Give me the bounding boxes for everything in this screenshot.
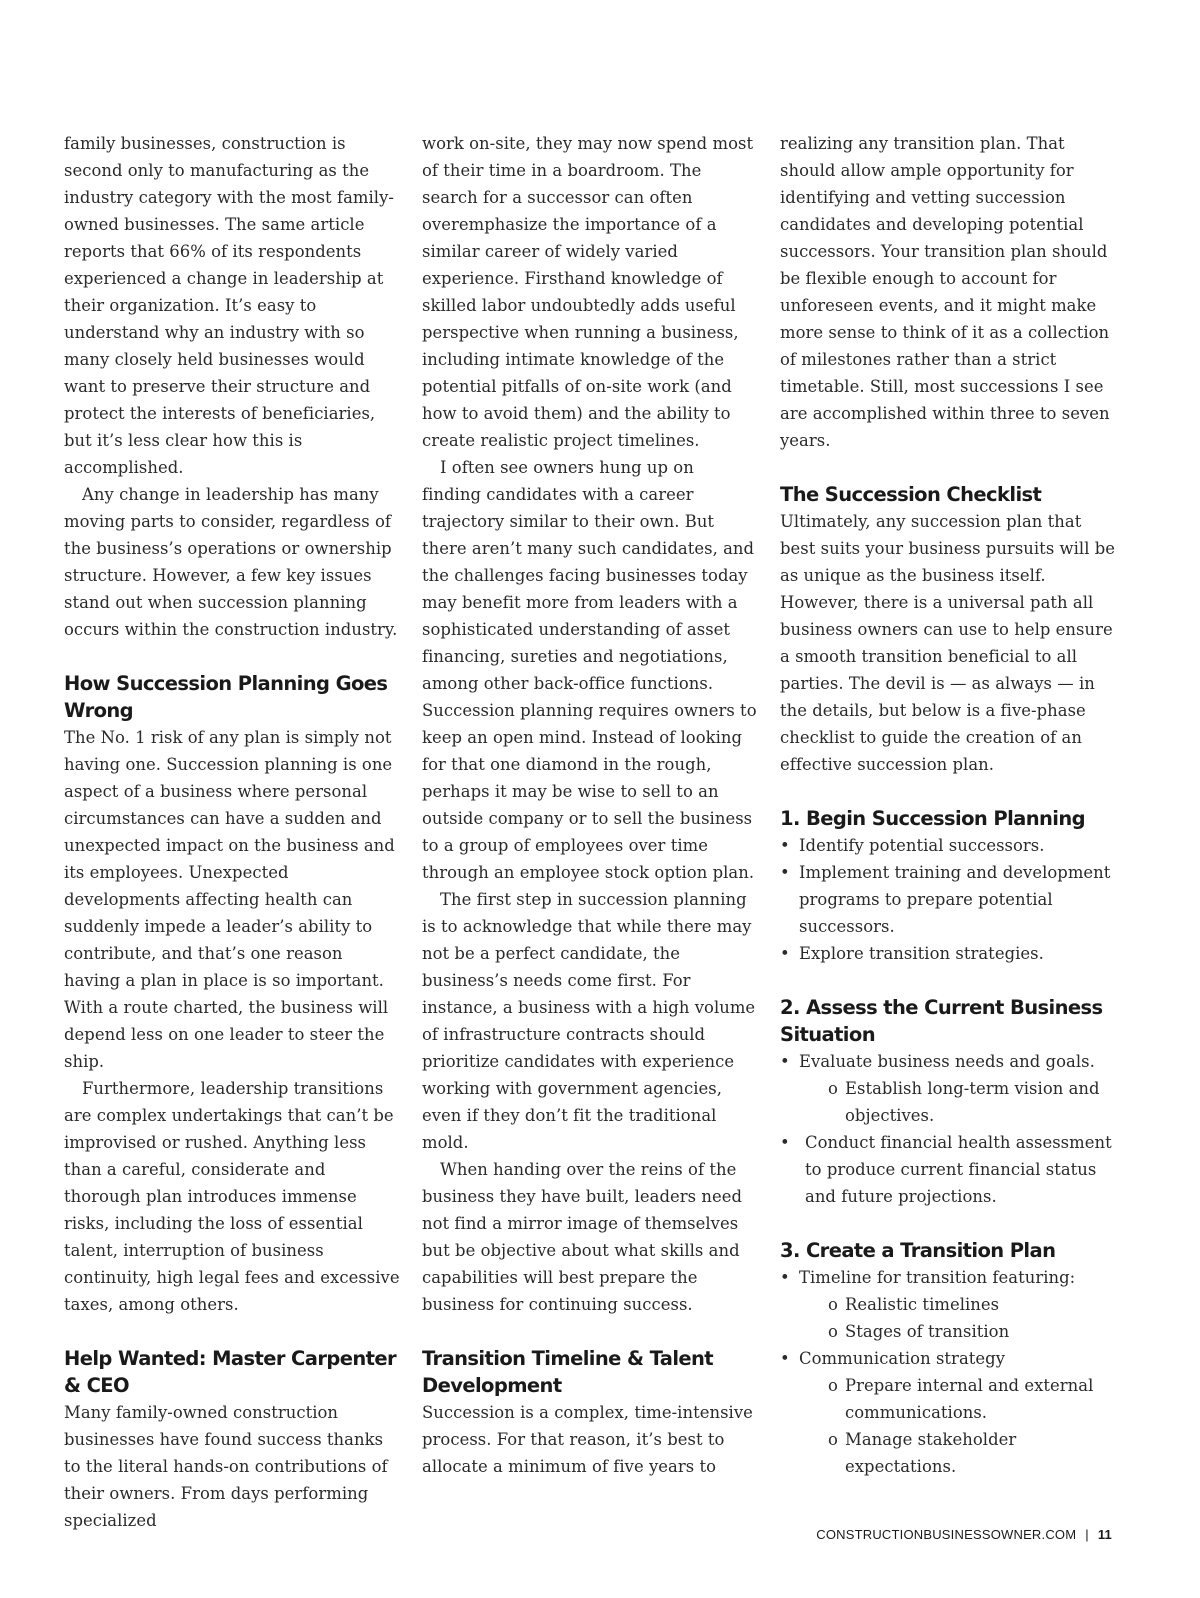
section-heading: Transition Timeline & Talent Development: [422, 1347, 714, 1397]
paragraph: The first step in succession planning is to acknowledge that while there may not be a perfect candidate, the business’s needs come first. For instance, a business with a high volume of infrastructure contracts should prioritize candidates with experience working with government agencies, even if they don’t fit the traditional mold.: [422, 890, 756, 1152]
page-number: 11: [1097, 1527, 1112, 1542]
section-heading: How Succession Planning Goes Wrong: [64, 672, 388, 722]
sub-list-item: o Manage stakeholder expectations.: [780, 1426, 1120, 1480]
paragraph: Any change in leadership has many moving parts to consider, regardless of the business’s operations or ownership structure. However, a few key issues stand out when succession planning occurs within the construction industry.: [64, 485, 398, 639]
list-item: • Identify potential successors.: [780, 832, 1120, 859]
section-heading: Help Wanted: Master Carpenter & CEO: [64, 1347, 396, 1397]
list-item: • Timeline for transition featuring:: [780, 1264, 1120, 1291]
sub-list-item: o Stages of transition: [780, 1318, 1120, 1345]
sub-list-item: o Prepare internal and external communications.: [780, 1372, 1120, 1426]
paragraph: Many family-owned construction businesses have found success thanks to the literal hands-on contributions of their owners. From days performing specialized: [64, 1403, 388, 1530]
paragraph: family businesses, construction is second only to manufacturing as the industry category with the most family-owned businesses. The same article reports that 66% of its respondents experienced a change in leadership at their organization. It’s easy to understand why an industry with so many closely held businesses would want to preserve their structure and protect the interests of beneficiaries, but it’s less clear how this is accomplished.: [64, 134, 394, 477]
paragraph: Furthermore, leadership transitions are complex undertakings that can’t be improvised or rushed. Anything less than a careful, considerate and thorough plan introduces immense risks, including the loss of essential talent, interruption of business continuity, high legal fees and excessive taxes, among others.: [64, 1079, 400, 1314]
list-item: • Implement training and development programs to prepare potential successors.: [780, 859, 1120, 940]
checklist-phase-2-heading: 2. Assess the Current Business Situation: [780, 996, 1103, 1046]
column-1: [64, 130, 400, 1534]
section-heading: The Succession Checklist: [780, 483, 1042, 506]
column-3: [780, 130, 1120, 1480]
paragraph: Succession is a complex, time-intensive process. For that reason, it’s best to allocate a minimum of five years to: [422, 1403, 753, 1476]
footer-separator: |: [1085, 1527, 1089, 1542]
paragraph: Ultimately, any succession plan that best suits your business pursuits will be as unique as the business itself. However, there is a universal path all business owners can use to help ensure a smooth transition beneficial to all parties. The devil is — as always — in the details, but below is a five-phase checklist to guide the creation of an effective succession plan.: [780, 512, 1116, 774]
checklist-phase-2-list: [780, 1048, 1120, 1210]
sub-list-item: o Realistic timelines: [780, 1291, 1120, 1318]
list-item: • Communication strategy: [780, 1345, 1120, 1372]
footer-site-url[interactable]: CONSTRUCTIONBUSINESSOWNER.COM: [816, 1527, 1077, 1542]
paragraph: realizing any transition plan. That should allow ample opportunity for identifying and vetting succession candidates and developing potential successors. Your transition plan should be flexible enough to account for unforeseen events, and it might make more sense to think of it as a collection of milestones rather than a strict timetable. Still, most successions I see are accomplished within three to seven years.: [780, 134, 1110, 450]
checklist-phase-3-list: [780, 1264, 1120, 1480]
paragraph: When handing over the reins of the business they have built, leaders need not find a mirror image of themselves but be objective about what skills and capabilities will best prepare the business for continuing success.: [422, 1160, 743, 1314]
checklist-phase-1-heading: 1. Begin Succession Planning: [780, 807, 1086, 830]
column-2: [422, 130, 758, 1480]
checklist-phase-3-heading: 3. Create a Transition Plan: [780, 1239, 1056, 1262]
list-item: • Evaluate business needs and goals.: [780, 1048, 1120, 1075]
paragraph: The No. 1 risk of any plan is simply not having one. Succession planning is one aspect of a business where personal circumstances can have a sudden and unexpected impact on the business and its employees. Unexpected developments affecting health can suddenly impede a leader’s ability to contribute, and that’s one reason having a plan in place is so important. With a route charted, the business will depend less on one leader to steer the ship.: [64, 728, 395, 1071]
sub-list-item: o Establish long-term vision and objectives.: [780, 1075, 1120, 1129]
checklist-phase-1-list: [780, 832, 1120, 967]
list-item: • Explore transition strategies.: [780, 940, 1120, 967]
paragraph: I often see owners hung up on finding candidates with a career trajectory similar to their own. But there aren’t many such candidates, and the challenges facing businesses today may benefit more from leaders with a sophisticated understanding of asset financing, sureties and negotiations, among other back-office functions. Succession planning requires owners to keep an open mind. Instead of looking for that one diamond in the rough, perhaps it may be wise to sell to an outside company or to sell the business to a group of employees over time through an employee stock option plan.: [422, 458, 757, 882]
paragraph: work on-site, they may now spend most of their time in a boardroom. The search for a successor can often overemphasize the importance of a similar career of widely varied experience. Firsthand knowledge of skilled labor undoubtedly adds useful perspective when running a business, including intimate knowledge of the potential pitfalls of on-site work (and how to avoid them) and the ability to create realistic project timelines.: [422, 134, 754, 450]
page-footer: [816, 1527, 1112, 1542]
list-item: • Conduct financial health assessment to produce current financial status and future projections.: [780, 1129, 1120, 1210]
